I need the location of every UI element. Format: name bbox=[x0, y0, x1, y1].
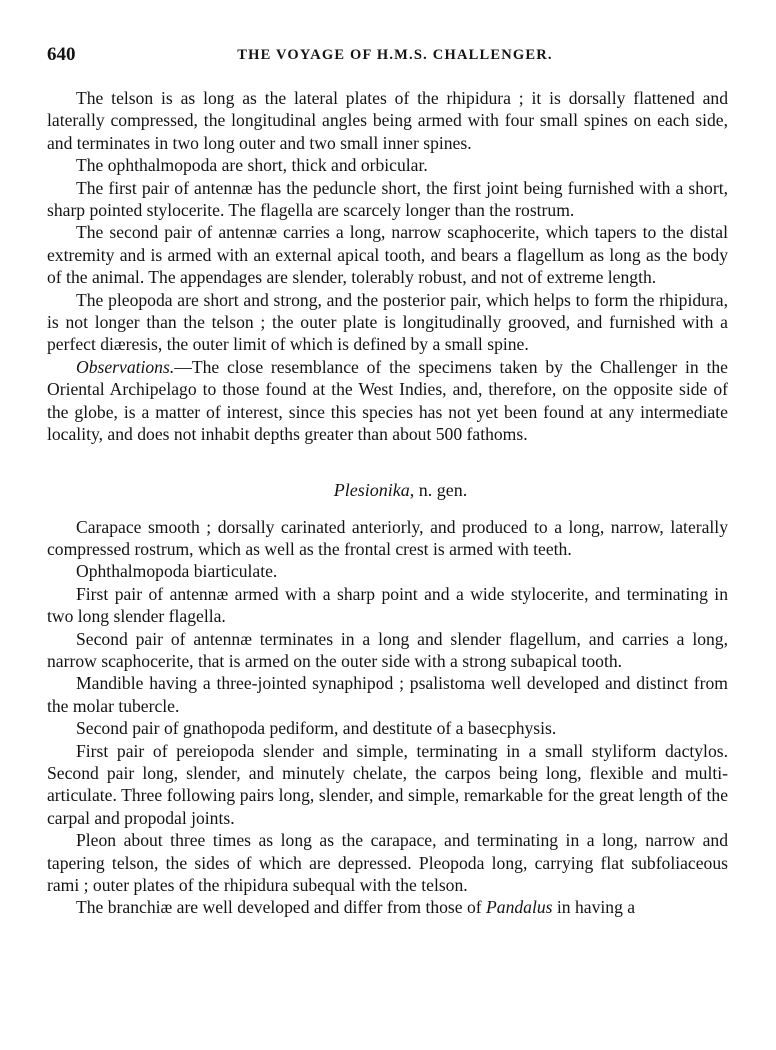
paragraph-pereiopoda: First pair of pereiopoda slender and simple, terminating in a small styliform dactylos. Second pair long, slender, and minutely chelate, the carpos being long, flexible and multi-articulate. Three following pairs long, slender, and simple, remarkable for the great length of the carpal and propodal joints. bbox=[47, 740, 728, 828]
paragraph-second-pair-antennae: Second pair of antennæ terminates in a long and slender flagellum, and carries a long, narrow scaphocerite, that is armed on the outer side with a strong subapical tooth. bbox=[47, 628, 728, 671]
page-body bbox=[47, 87, 728, 919]
paragraph-branchiae bbox=[47, 896, 728, 918]
genus-suffix: , n. gen. bbox=[409, 479, 468, 500]
branchiae-text-end: in having a bbox=[552, 897, 636, 918]
paragraph-carapace: Carapace smooth ; dorsally carinated anteriorly, and produced to a long, narrow, laterally compressed rostrum, which as well as the frontal crest is armed with teeth. bbox=[47, 516, 728, 559]
paragraph-ophthalmopoda-biarticulate: Ophthalmopoda biarticulate. bbox=[76, 561, 278, 582]
paragraph-gnathopoda: Second pair of gnathopoda pediform, and destitute of a basecphysis. bbox=[76, 718, 557, 739]
page-header bbox=[47, 44, 733, 68]
genus-name: Plesionika bbox=[333, 479, 410, 500]
observations-text: —The close resemblance of the specimens taken by the Challenger in the Oriental Archipelago to those found at the West Indies, and, therefore, on the opposite side of the globe, is a matter of interest, since this species has not yet been found at any intermediate locality, and does not inhabit depths greater than about 500 fathoms. bbox=[47, 356, 728, 445]
genus-heading bbox=[47, 479, 728, 501]
paragraph-mandible: Mandible having a three-jointed synaphipod ; psalistoma well developed and distinct from the molar tubercle. bbox=[47, 673, 728, 716]
paragraph-pleon: Pleon about three times as long as the carapace, and terminating in a long, narrow and tapering telson, the sides of which are depressed. Pleopoda long, carrying flat subfoliaceous rami ; outer plates of the rhipidura subequal with the telson. bbox=[47, 830, 728, 895]
branchiae-text-start: The branchiæ are well developed and differ from those of bbox=[76, 897, 487, 918]
paragraph-pleopoda: The pleopoda are short and strong, and the posterior pair, which helps to form the rhipidura, is not longer than the telson ; the outer plate is longitudinally grooved, and furnished with a perfect diæresis, the outer limit of which is defined by a small spine. bbox=[47, 289, 728, 355]
observations-label: Observations. bbox=[76, 356, 175, 377]
genus-pandalus: Pandalus bbox=[486, 897, 553, 918]
paragraph-first-pair-antennae: First pair of antennæ armed with a sharp point and a wide stylocerite, and terminating in two long slender flagella. bbox=[47, 583, 728, 627]
paragraph-observations bbox=[47, 356, 728, 446]
paragraph-telson: The telson is as long as the lateral plates of the rhipidura ; it is dorsally flattened and laterally compressed, the longitudinal angles being armed with four small spines on each side, and terminates in two long outer and two small inner spines. bbox=[47, 88, 728, 153]
paragraph-ophthalmopoda: The ophthalmopoda are short, thick and orbicular. bbox=[76, 155, 428, 176]
page-number: 640 bbox=[47, 44, 76, 65]
paragraph-first-antennae: The first pair of antennæ has the peduncle short, the first joint being furnished with a short, sharp pointed stylocerite. The flagella are scarcely longer than the rostrum. bbox=[47, 177, 728, 221]
paragraph-second-antennae: The second pair of antennæ carries a long, narrow scaphocerite, which tapers to the distal extremity and is armed with an external apical tooth, and bears a flagellum as long as the body of the animal. The appendages are slender, tolerably robust, and not of extreme length. bbox=[47, 222, 728, 288]
running-title: THE VOYAGE OF H.M.S. CHALLENGER. bbox=[237, 47, 553, 63]
